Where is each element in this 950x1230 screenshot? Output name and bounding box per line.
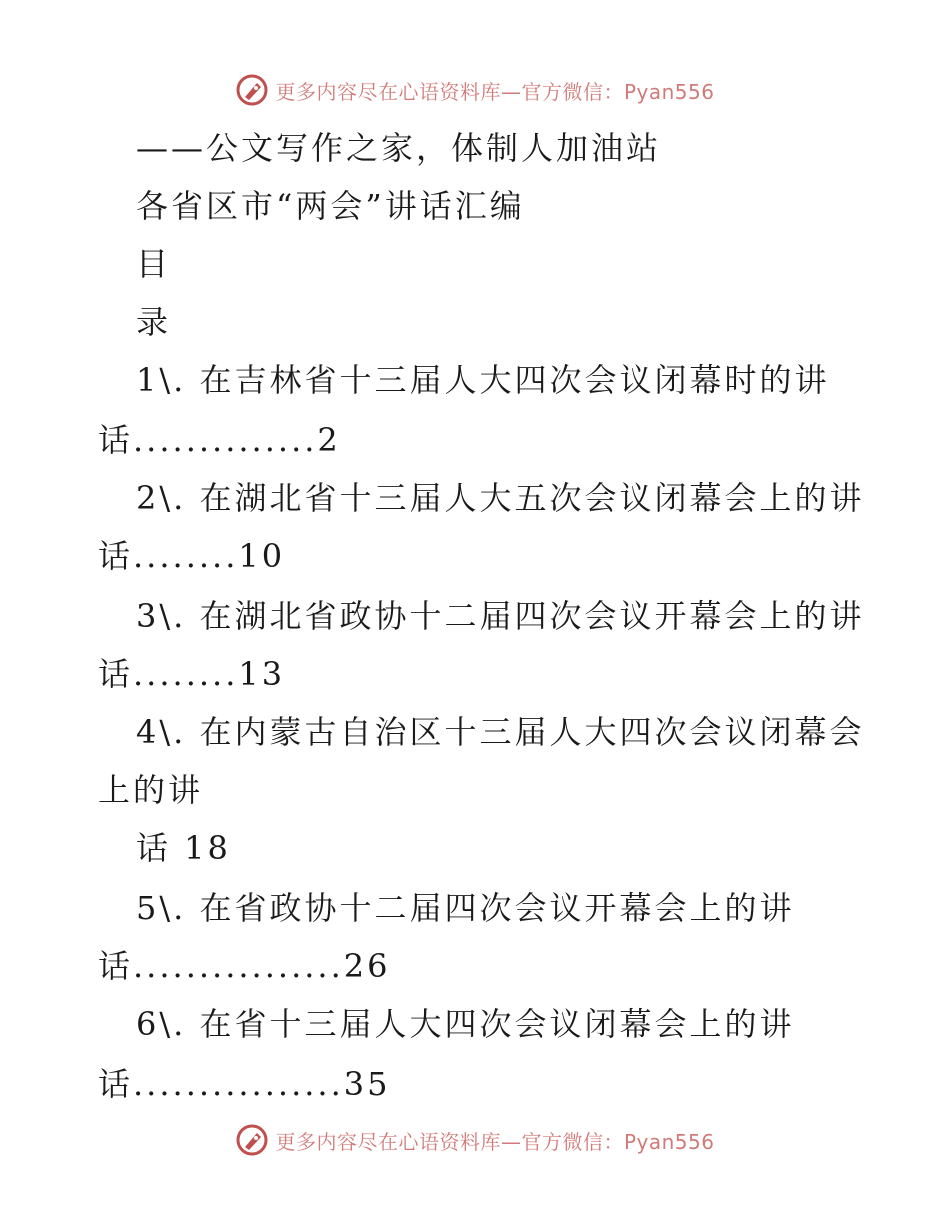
footer-watermark-text: 更多内容尽在心语资料库—官方微信：Pyan556 [275,1129,715,1154]
subtitle-line: ——公文写作之家，体制人加油站 [136,129,662,167]
document-title: 各省区市“两会”讲话汇编 [136,187,525,225]
toc-entry-4-title: 4\. 在内蒙古自治区十三届人大四次会议闭幕会 [136,713,865,751]
pen-nib-logo-icon [235,1123,269,1157]
toc-entry-1-page: 话..............2 [98,421,341,459]
toc-entry-1-title: 1\. 在吉林省十三届人大四次会议闭幕时的讲 [136,361,830,399]
toc-entry-2-title: 2\. 在湖北省十三届人大五次会议闭幕会上的讲 [136,479,865,517]
toc-entry-3-title: 3\. 在湖北省政协十二届四次会议开幕会上的讲 [136,597,865,635]
toc-entry-6-title: 6\. 在省十三届人大四次会议闭幕会上的讲 [136,1005,795,1043]
toc-entry-5-page: 话................26 [98,947,391,985]
toc-entry-2-page: 话........10 [98,537,286,575]
footer-watermark-banner [0,1120,950,1160]
toc-heading-part-1: 目 [136,245,172,283]
toc-entry-4-continued: 上的讲 [98,771,204,809]
toc-entry-3-page: 话........13 [98,655,286,693]
toc-entry-4-page: 话 18 [136,829,231,867]
header-watermark-banner [0,70,950,110]
toc-entry-5-title: 5\. 在省政协十二届四次会议开幕会上的讲 [136,889,795,927]
toc-entry-6-page: 话................35 [98,1065,391,1103]
header-watermark-text: 更多内容尽在心语资料库—官方微信：Pyan556 [275,79,715,104]
toc-heading-part-2: 录 [136,303,172,341]
pen-nib-logo-icon [235,73,269,107]
